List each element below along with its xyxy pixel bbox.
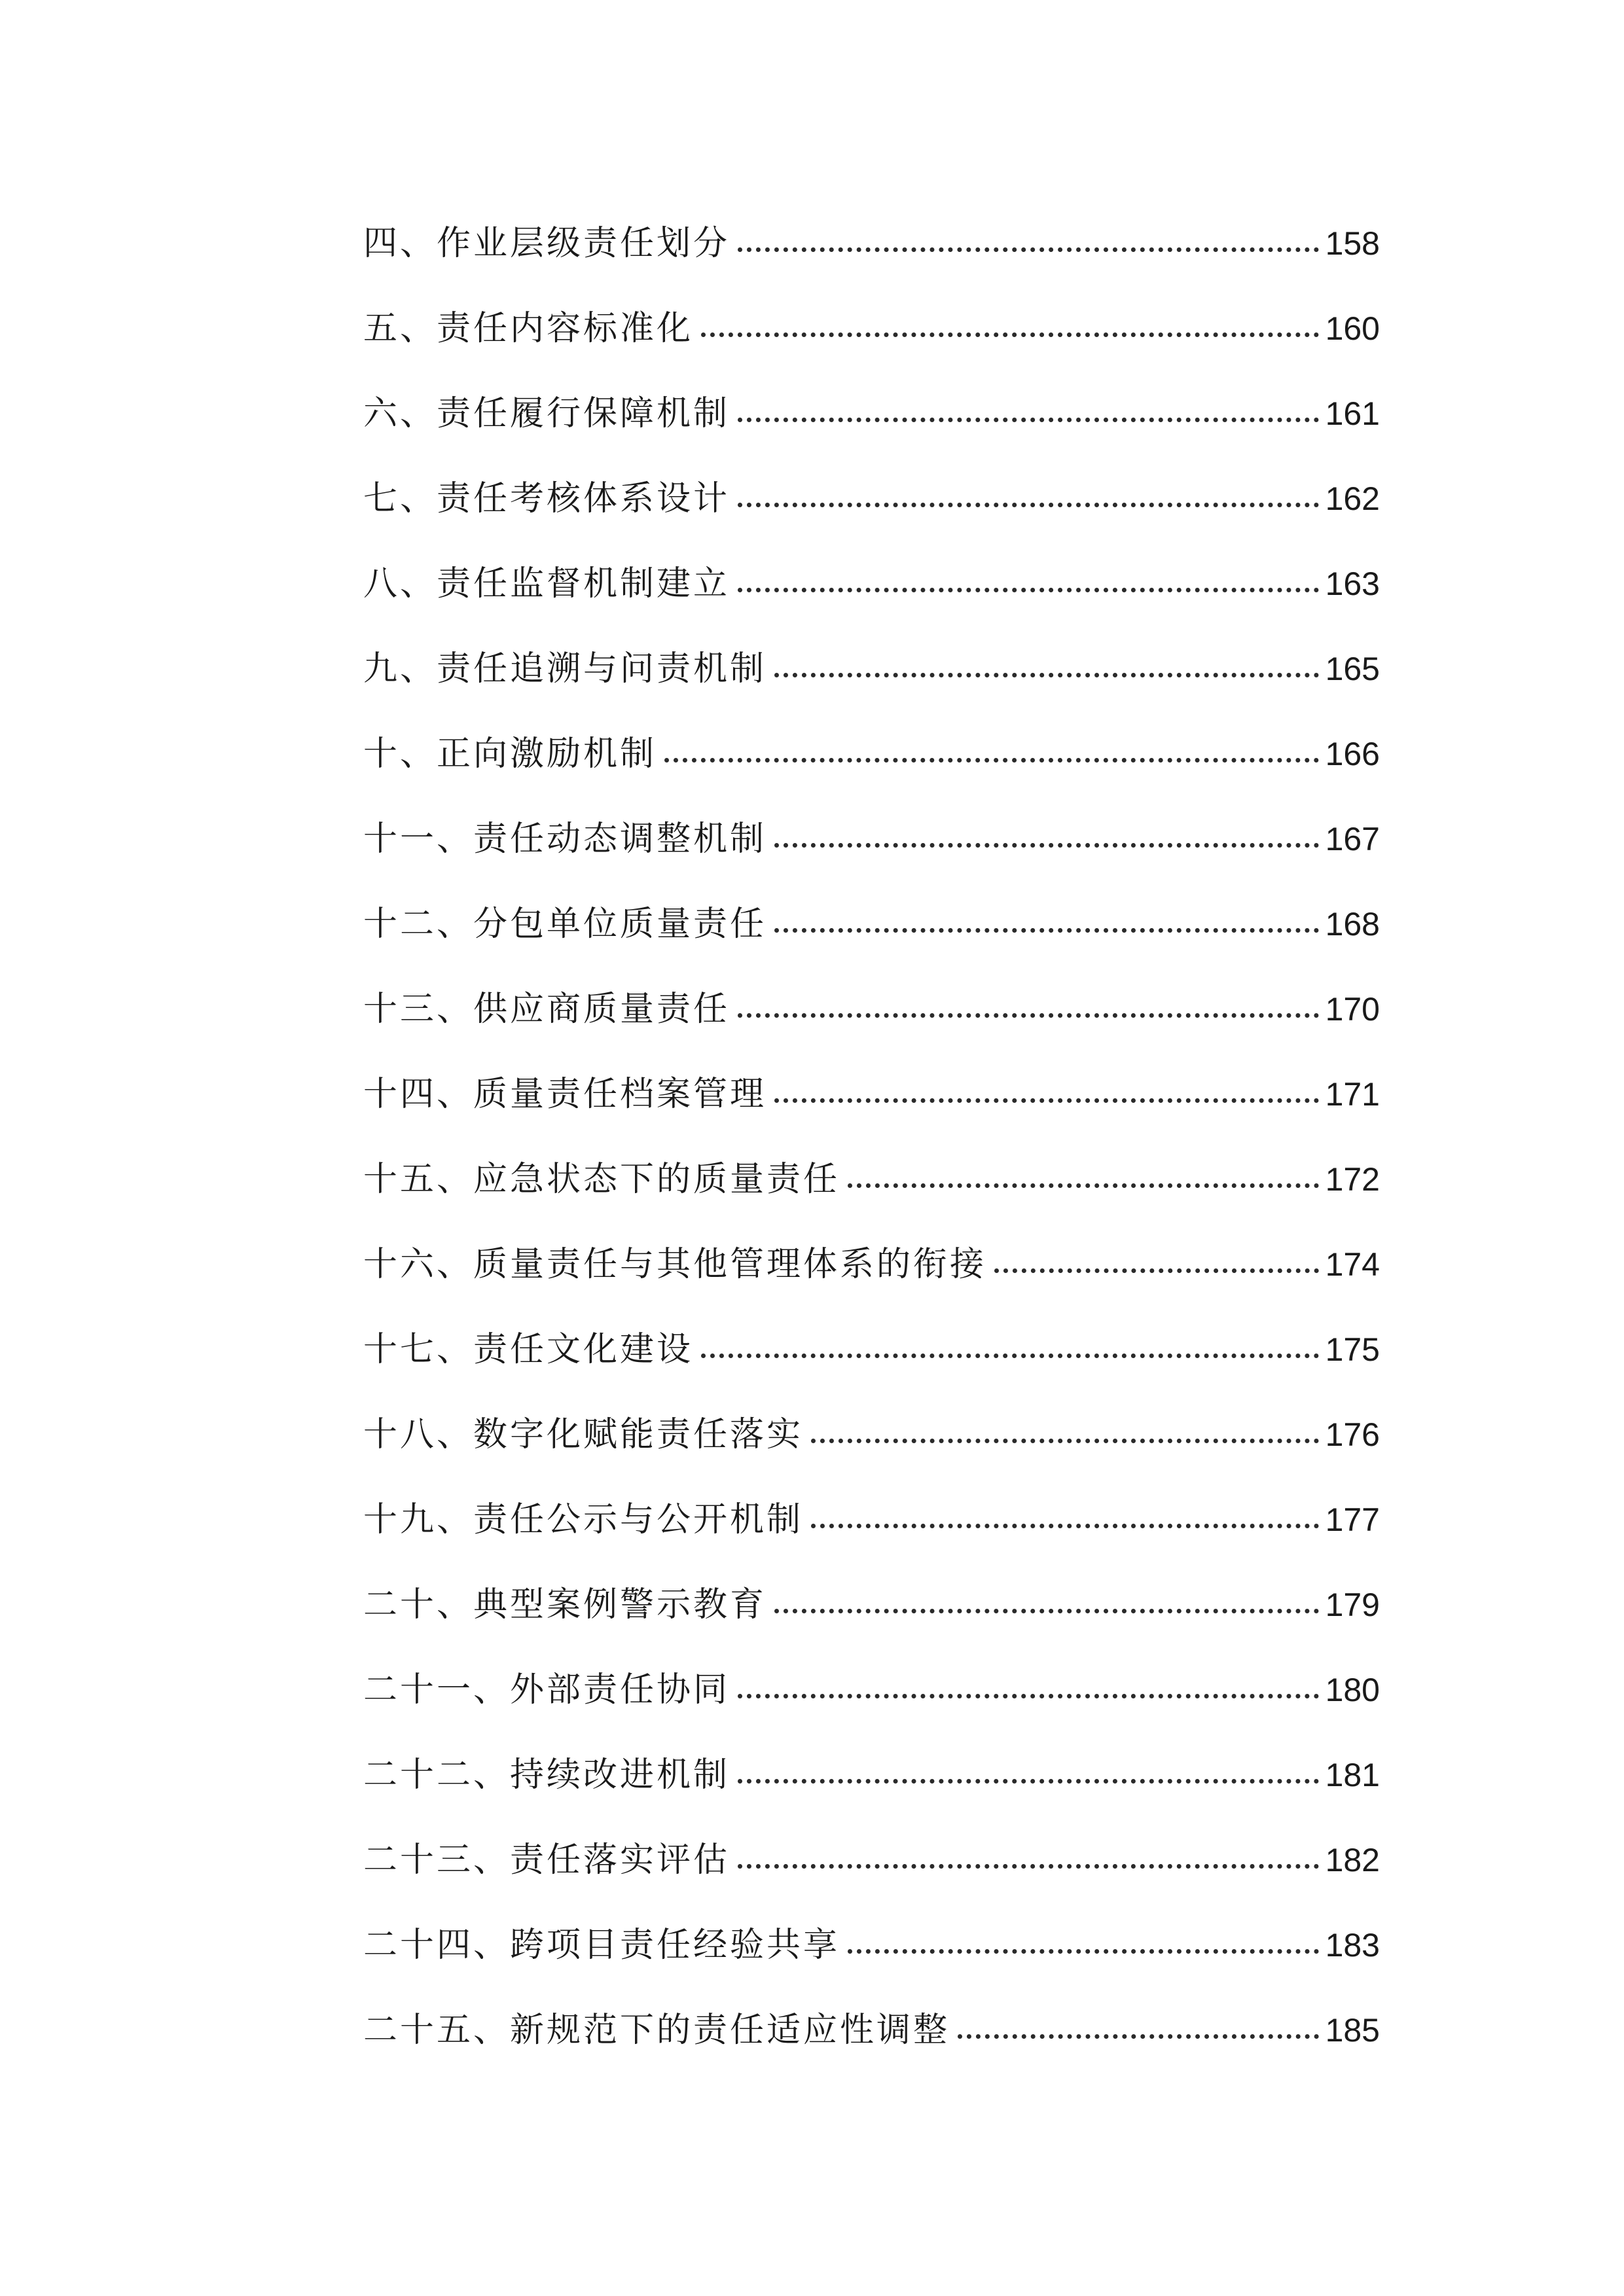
toc-entry-title: 十七、责任文化建设 (363, 1330, 694, 1369)
dot-leader (811, 1524, 1319, 1528)
toc-entry-page: 182 (1325, 1842, 1380, 1878)
toc-entry-page: 174 (1325, 1246, 1380, 1283)
toc-entry[interactable] (363, 1307, 1380, 1392)
toc-entry[interactable] (363, 1137, 1380, 1222)
toc-entry[interactable] (363, 1222, 1380, 1307)
toc-entry[interactable] (363, 882, 1380, 967)
toc-entry-page: 172 (1325, 1161, 1380, 1198)
toc-entry-page: 161 (1325, 395, 1380, 432)
toc-entry-title: 二十二、持续改进机制 (363, 1755, 731, 1795)
toc-entry-title: 九、责任追溯与问责机制 (363, 649, 767, 689)
dot-leader (774, 928, 1319, 933)
toc-entry-page: 166 (1325, 736, 1380, 772)
table-of-contents (363, 201, 1380, 2073)
toc-entry[interactable] (363, 1988, 1380, 2073)
toc-entry-title: 十二、分包单位质量责任 (363, 905, 767, 944)
dot-leader (664, 758, 1319, 762)
toc-entry-page: 165 (1325, 651, 1380, 687)
toc-entry-page: 176 (1325, 1416, 1380, 1453)
toc-entry-title: 十五、应急状态下的质量责任 (363, 1160, 840, 1199)
toc-entry-page: 185 (1325, 2012, 1380, 2049)
dot-leader (774, 1098, 1319, 1103)
toc-entry[interactable] (363, 541, 1380, 626)
toc-entry[interactable] (363, 1647, 1380, 1732)
toc-entry-title: 十三、供应商质量责任 (363, 990, 731, 1029)
dot-leader (738, 1864, 1319, 1869)
toc-entry[interactable] (363, 967, 1380, 1052)
dot-leader (738, 418, 1319, 422)
toc-entry[interactable] (363, 1052, 1380, 1137)
dot-leader (701, 332, 1319, 337)
toc-entry-title: 二十四、跨项目责任经验共享 (363, 1926, 840, 1965)
toc-entry-title: 四、作业层级责任划分 (363, 224, 731, 263)
toc-entry[interactable] (363, 456, 1380, 541)
dot-leader (848, 1183, 1319, 1188)
toc-entry[interactable] (363, 1392, 1380, 1477)
toc-entry-page: 175 (1325, 1331, 1380, 1368)
toc-entry-title: 八、责任监督机制建立 (363, 564, 731, 603)
toc-entry-page: 183 (1325, 1927, 1380, 1964)
toc-entry-page: 177 (1325, 1501, 1380, 1538)
toc-entry-page: 162 (1325, 480, 1380, 517)
toc-entry-title: 二十五、新规范下的责任适应性调整 (363, 2011, 950, 2050)
toc-entry-page: 168 (1325, 906, 1380, 942)
dot-leader (774, 1609, 1319, 1613)
dot-leader (738, 247, 1319, 252)
dot-leader (774, 843, 1319, 848)
toc-entry[interactable] (363, 1732, 1380, 1818)
toc-entry-page: 163 (1325, 565, 1380, 602)
toc-entry-page: 160 (1325, 310, 1380, 347)
dot-leader (994, 1268, 1319, 1273)
toc-entry-title: 二十三、责任落实评估 (363, 1840, 731, 1880)
toc-entry[interactable] (363, 626, 1380, 711)
toc-entry-title: 二十一、外部责任协同 (363, 1670, 731, 1710)
dot-leader (848, 1949, 1319, 1954)
toc-entry[interactable] (363, 201, 1380, 286)
toc-entry-page: 171 (1325, 1076, 1380, 1113)
dot-leader (738, 1779, 1319, 1784)
toc-entry-title: 十、正向激励机制 (363, 734, 657, 774)
dot-leader (738, 503, 1319, 507)
toc-entry-title: 十一、责任动态调整机制 (363, 819, 767, 859)
dot-leader (738, 588, 1319, 592)
toc-entry-page: 170 (1325, 991, 1380, 1028)
toc-entry[interactable] (363, 711, 1380, 797)
toc-entry-title: 十六、质量责任与其他管理体系的衔接 (363, 1245, 987, 1284)
toc-entry[interactable] (363, 797, 1380, 882)
toc-entry[interactable] (363, 1477, 1380, 1562)
toc-entry[interactable] (363, 1903, 1380, 1988)
toc-entry-page: 179 (1325, 1587, 1380, 1623)
toc-entry-title: 十九、责任公示与公开机制 (363, 1500, 804, 1539)
toc-entry-title: 五、责任内容标准化 (363, 309, 694, 348)
dot-leader (811, 1439, 1319, 1443)
toc-entry[interactable] (363, 1562, 1380, 1647)
toc-entry-page: 181 (1325, 1757, 1380, 1793)
dot-leader (701, 1354, 1319, 1358)
toc-entry-title: 十四、质量责任档案管理 (363, 1075, 767, 1114)
toc-entry[interactable] (363, 371, 1380, 456)
toc-entry[interactable] (363, 286, 1380, 371)
toc-entry[interactable] (363, 1818, 1380, 1903)
toc-entry-page: 158 (1325, 225, 1380, 262)
toc-entry-page: 180 (1325, 1672, 1380, 1708)
toc-entry-title: 七、责任考核体系设计 (363, 479, 731, 518)
toc-entry-title: 六、责任履行保障机制 (363, 394, 731, 433)
dot-leader (738, 1694, 1319, 1698)
toc-entry-page: 167 (1325, 821, 1380, 857)
dot-leader (774, 673, 1319, 677)
dot-leader (958, 2034, 1319, 2039)
toc-entry-title: 二十、典型案例警示教育 (363, 1585, 767, 1624)
toc-entry-title: 十八、数字化赋能责任落实 (363, 1415, 804, 1454)
dot-leader (738, 1013, 1319, 1018)
